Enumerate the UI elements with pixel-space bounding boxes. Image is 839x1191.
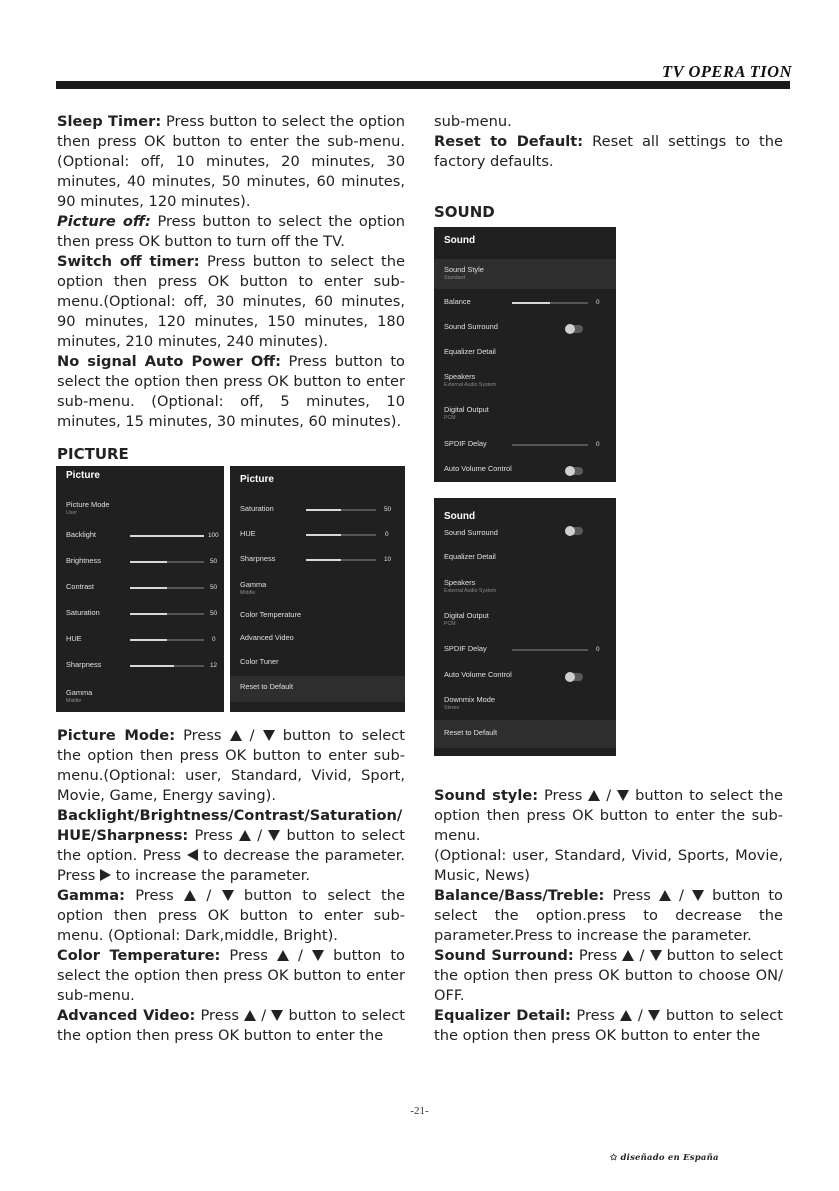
backlight-text-3: to decrease the parameter. Press <box>57 847 406 884</box>
right-column-lower <box>434 786 783 1046</box>
gamma-value-2: Middle <box>240 590 256 596</box>
backlight-slash: / <box>251 827 269 844</box>
gamma-row[interactable] <box>56 682 224 708</box>
no-signal-label: No signal Auto Power Off: <box>57 353 281 370</box>
gamma-label-2: Gamma <box>240 580 267 589</box>
brand-text: diseñado en España <box>620 1153 719 1163</box>
right-column <box>434 112 783 222</box>
advanced-video-paragraph <box>57 1006 405 1046</box>
color-temperature-heading: Color Temperature: <box>57 947 221 964</box>
backlight-slider-fill <box>130 535 204 537</box>
brightness-slider-fill <box>130 561 167 563</box>
spdif-delay-label-2: SPDIF Delay <box>444 644 487 653</box>
advanced-video-row[interactable] <box>230 627 405 653</box>
speakers-label: Speakers <box>444 372 476 381</box>
saturation-slider-2-fill <box>306 509 341 511</box>
saturation-row-2[interactable] <box>230 498 405 524</box>
spdif-delay-value-2: 0 <box>596 646 600 653</box>
hue-slider-2-fill <box>306 534 341 536</box>
sound-style-slash: / <box>600 787 618 804</box>
picture-mode-text-2: button to select the option then press OK button to enter sub-menu.(Optional: user, Standard, Vivid, Sport, Movie, Game, Energy saving). <box>57 727 405 804</box>
sound-surround-label-cut: Sound Surround <box>444 528 498 537</box>
gamma-slash: / <box>196 887 222 904</box>
hue-label-2: HUE <box>240 529 256 538</box>
gamma-label: Gamma <box>66 688 93 697</box>
backlight-label: Backlight <box>66 530 96 539</box>
spdif-delay-slider-2[interactable] <box>512 649 588 651</box>
balance-slider-fill <box>512 302 550 304</box>
backlight-slider[interactable] <box>130 535 204 537</box>
sound-style-label: Sound Style <box>444 265 484 274</box>
equalizer-text-2: button to select the option then press OK button to enter the <box>434 1007 783 1044</box>
digital-output-value: PCM <box>444 415 456 421</box>
auto-volume-row[interactable] <box>434 458 616 482</box>
down-arrow-icon <box>312 950 324 961</box>
saturation-slider-2[interactable] <box>306 509 376 511</box>
equalizer-detail-label: Equalizer Detail <box>444 347 496 356</box>
left-arrow-icon <box>187 849 198 861</box>
down-arrow-icon <box>650 950 662 961</box>
brand-logo <box>610 1153 719 1163</box>
reset-default-text: Reset all settings to the factory defaults. <box>434 133 783 170</box>
equalizer-heading: Equalizer Detail: <box>434 1007 571 1024</box>
speakers-label-2: Speakers <box>444 578 476 587</box>
sound-surround-toggle[interactable] <box>565 325 583 333</box>
advanced-video-heading: Advanced Video: <box>57 1007 196 1024</box>
sharpness-label: Sharpness <box>66 660 102 669</box>
up-arrow-icon <box>230 730 242 741</box>
up-arrow-icon <box>659 890 671 901</box>
digital-output-row[interactable] <box>434 399 616 429</box>
reset-default-label-2: Reset to Default <box>444 728 497 737</box>
advanced-video-text-2: button to select the option then press OK button to enter the <box>57 1007 405 1044</box>
picture-off-text: Press button to select the option then press OK button to turn off the TV. <box>57 213 405 250</box>
sharpness-value: 12 <box>210 662 218 669</box>
sound-menu-2 <box>434 498 616 756</box>
up-arrow-icon <box>620 1010 632 1021</box>
balance-text-1: Press <box>604 887 659 904</box>
left-column <box>57 112 405 464</box>
auto-volume-row-2[interactable] <box>434 664 616 690</box>
down-arrow-icon <box>648 1010 660 1021</box>
saturation-slider-fill <box>130 613 167 615</box>
picture-off-paragraph <box>57 212 405 252</box>
gamma-paragraph <box>57 886 405 946</box>
picture-menu-2 <box>230 466 405 712</box>
backlight-text-2: button to select the option. Press <box>57 827 405 864</box>
no-signal-text: Press button to select the option then press OK button to enter sub-menu. (Optional: off, 5 minutes, 10 minutes, 15 minutes, 30 minutes, 60 minutes). <box>57 353 405 430</box>
sound-surround-slash: / <box>634 947 650 964</box>
downmix-mode-label: Downmix Mode <box>444 695 495 704</box>
balance-text-2: button to select the option.press to decrease the parameter.Press to increase the parameter. <box>434 887 783 944</box>
balance-label: Balance <box>444 297 471 306</box>
switch-off-timer-text: Press button to select the option then press OK button to enter sub-menu.(Optional: off, 30 minutes, 60 minutes, 90 minutes, 120 minutes, 150 minutes, 180 minutes, 210 minutes, 240 minutes). <box>57 253 406 350</box>
reset-default-row-2[interactable] <box>434 720 616 748</box>
equalizer-detail-label-2: Equalizer Detail <box>444 552 496 561</box>
sleep-timer-paragraph <box>57 112 405 212</box>
digital-output-label: Digital Output <box>444 405 489 414</box>
sound-surround-paragraph <box>434 946 783 1006</box>
backlight-paragraph <box>57 806 405 886</box>
equalizer-text-1: Press <box>570 1007 621 1024</box>
up-arrow-icon <box>622 950 634 961</box>
toggle-knob <box>565 324 575 334</box>
down-arrow-icon <box>692 890 704 901</box>
toggle-knob <box>565 526 575 536</box>
up-arrow-icon <box>277 950 289 961</box>
sharpness-label-2: Sharpness <box>240 554 276 563</box>
backlight-value: 100 <box>208 532 219 539</box>
brightness-label: Brightness <box>66 556 101 565</box>
color-tuner-label: Color Tuner <box>240 657 279 666</box>
gamma-value: Middle <box>66 698 82 704</box>
sleep-timer-label: Sleep Timer: <box>57 113 162 130</box>
backlight-text-4: to increase the parameter. <box>111 867 311 884</box>
picture-menu-2-title: Picture <box>240 474 274 485</box>
contrast-row[interactable] <box>56 576 224 602</box>
sound-surround-toggle-cut[interactable] <box>565 527 583 535</box>
saturation-value-2: 50 <box>384 506 392 513</box>
sound-surround-text-1: Press <box>573 947 623 964</box>
spdif-delay-value: 0 <box>596 441 600 448</box>
hue-value: 0 <box>212 636 216 643</box>
sound-surround-row[interactable] <box>434 316 616 342</box>
equalizer-slash: / <box>632 1007 649 1024</box>
equalizer-paragraph <box>434 1006 783 1046</box>
hue-row-2[interactable] <box>230 523 405 549</box>
toggle-knob <box>565 466 575 476</box>
backlight-heading: Backlight/Brightness/Contrast/Saturation/ HUE/Sharpness: <box>57 807 403 844</box>
digital-output-value-2: PCM <box>444 621 456 627</box>
sound-menu-1 <box>434 227 616 482</box>
up-arrow-icon <box>244 1010 256 1021</box>
saturation-label: Saturation <box>66 608 100 617</box>
speakers-row[interactable] <box>434 366 616 396</box>
reset-default-paragraph <box>434 132 783 172</box>
reset-default-label: Reset to Default <box>240 682 293 691</box>
spdif-delay-label: SPDIF Delay <box>444 439 487 448</box>
color-temperature-text-2: button to select the option then press OK button to enter sub-menu. <box>57 947 405 1004</box>
sound-style-row[interactable] <box>434 259 616 289</box>
contrast-value: 50 <box>210 584 218 591</box>
digital-output-label-2: Digital Output <box>444 611 489 620</box>
auto-volume-toggle-2[interactable] <box>565 673 583 681</box>
speakers-row-2[interactable] <box>434 572 616 602</box>
picture-mode-text-1: Press <box>175 727 230 744</box>
picture-heading: PICTURE <box>57 445 129 463</box>
auto-volume-label: Auto Volume Control <box>444 464 512 473</box>
color-temperature-slash: / <box>288 947 313 964</box>
speakers-value-2: External Audio System <box>444 588 497 594</box>
down-arrow-icon <box>263 730 275 741</box>
advanced-video-text-1: Press <box>195 1007 245 1024</box>
brand-mark-icon: ✩ <box>610 1153 618 1163</box>
sharpness-slider-fill <box>130 665 174 667</box>
sharpness-value-2: 10 <box>384 556 392 563</box>
advanced-video-label: Advanced Video <box>240 633 294 642</box>
gamma-heading: Gamma: <box>57 887 125 904</box>
sound-surround-heading: Sound Surround: <box>434 947 574 964</box>
advanced-video-slash: / <box>256 1007 272 1024</box>
sound-style-text-2: button to select the option then press OK button to enter the sub-menu. <box>434 787 784 844</box>
speakers-value: External Audio System <box>444 382 497 388</box>
color-tuner-row[interactable] <box>230 651 405 677</box>
sound-surround-label: Sound Surround <box>444 322 498 331</box>
balance-slider[interactable] <box>512 302 588 304</box>
contrast-slider[interactable] <box>130 587 204 589</box>
sound-surround-row-cut[interactable] <box>434 524 616 538</box>
up-arrow-icon <box>588 790 600 801</box>
down-arrow-icon <box>268 830 280 841</box>
color-temperature-label: Color Temperature <box>240 610 302 619</box>
equalizer-detail-row-2[interactable] <box>434 546 616 572</box>
spdif-delay-row-2[interactable] <box>434 638 616 664</box>
sharpness-slider[interactable] <box>130 665 204 667</box>
sound-menu-2-title: Sound <box>444 511 476 522</box>
picture-mode-paragraph <box>57 726 405 806</box>
right-arrow-icon <box>100 869 111 881</box>
continued-text: sub-menu. <box>434 113 512 130</box>
color-temperature-paragraph <box>57 946 405 1006</box>
balance-row[interactable] <box>434 291 616 317</box>
picture-mode-row[interactable] <box>56 494 224 520</box>
hue-label: HUE <box>66 634 82 643</box>
gamma-text-1: Press <box>124 887 185 904</box>
spdif-delay-row[interactable] <box>434 433 616 459</box>
saturation-label-2: Saturation <box>240 504 274 513</box>
sharpness-slider-2[interactable] <box>306 559 376 561</box>
brightness-value: 50 <box>210 558 218 565</box>
sound-style-value: Standard <box>444 275 466 281</box>
hue-value-2: 0 <box>385 531 389 538</box>
sound-style-paragraph <box>434 786 783 846</box>
down-arrow-icon <box>617 790 629 801</box>
balance-slash: / <box>670 887 693 904</box>
brightness-slider[interactable] <box>130 561 204 563</box>
saturation-value: 50 <box>210 610 218 617</box>
sound-style-text-1: Press <box>538 787 589 804</box>
saturation-row[interactable] <box>56 602 224 628</box>
balance-paragraph <box>434 886 783 946</box>
switch-off-timer-label: Switch off timer: <box>57 253 200 270</box>
sound-style-heading: Sound style: <box>434 787 539 804</box>
sleep-timer-text: Press button to select the option then press OK button to enter the sub-menu. (Optional: off, 10 minutes, 20 minutes, 30 minutes, 40 minutes, 50 minutes, 60 minutes, 90 minutes, 120 minutes). <box>57 113 405 210</box>
switch-off-timer-paragraph <box>57 252 405 352</box>
down-arrow-icon <box>222 890 234 901</box>
hue-slider[interactable] <box>130 639 204 641</box>
auto-volume-label-2: Auto Volume Control <box>444 670 512 679</box>
up-arrow-icon <box>239 830 251 841</box>
page-header-title: TV OPERA TION <box>662 62 792 81</box>
balance-heading: Balance/Bass/Treble: <box>434 887 605 904</box>
picture-mode-label: Picture Mode <box>66 500 110 509</box>
picture-mode-value: User <box>66 510 77 516</box>
sound-heading: SOUND <box>434 203 495 221</box>
up-arrow-icon <box>184 890 196 901</box>
header-rule <box>56 81 790 89</box>
picture-off-label: Picture off: <box>57 213 151 230</box>
sound-menu-1-title: Sound <box>444 235 476 246</box>
left-column-lower <box>57 726 405 1046</box>
backlight-text-1: Press <box>188 827 240 844</box>
down-arrow-icon <box>271 1010 283 1021</box>
sharpness-row-2[interactable] <box>230 548 405 574</box>
downmix-mode-value: Stereo <box>444 705 460 711</box>
balance-value: 0 <box>596 299 600 306</box>
picture-mode-heading: Picture Mode: <box>57 727 176 744</box>
digital-output-row-2[interactable] <box>434 605 616 635</box>
no-signal-paragraph <box>57 352 405 432</box>
spdif-delay-slider[interactable] <box>512 444 588 446</box>
reset-default-row[interactable] <box>230 676 405 702</box>
contrast-label: Contrast <box>66 582 94 591</box>
reset-default-heading: Reset to Default: <box>434 133 584 150</box>
sharpness-row[interactable] <box>56 654 224 680</box>
color-temperature-text-1: Press <box>220 947 277 964</box>
backlight-row[interactable] <box>56 524 224 550</box>
hue-row[interactable] <box>56 628 224 654</box>
hue-slider-2[interactable] <box>306 534 376 536</box>
picture-mode-slash: / <box>241 727 263 744</box>
sound-style-options: (Optional: user, Standard, Vivid, Sports, Movie, Music, News) <box>434 847 783 884</box>
brightness-row[interactable] <box>56 550 224 576</box>
gamma-text-2: button to select the option then press OK button to enter sub-menu. (Optional: Dark,middle, Bright). <box>57 887 406 944</box>
picture-menu-1 <box>56 466 224 712</box>
equalizer-detail-row[interactable] <box>434 341 616 367</box>
hue-slider-fill <box>130 639 167 641</box>
picture-menu-1-title: Picture <box>66 470 100 481</box>
sound-surround-text-2: button to select the option then press OK button to choose ON/ OFF. <box>434 947 783 1004</box>
saturation-slider[interactable] <box>130 613 204 615</box>
auto-volume-toggle[interactable] <box>565 467 583 475</box>
toggle-knob <box>565 672 575 682</box>
gamma-row-2[interactable] <box>230 574 405 600</box>
page-number: -21- <box>410 1105 429 1117</box>
contrast-slider-fill <box>130 587 167 589</box>
sharpness-slider-2-fill <box>306 559 341 561</box>
downmix-mode-row[interactable] <box>434 689 616 719</box>
